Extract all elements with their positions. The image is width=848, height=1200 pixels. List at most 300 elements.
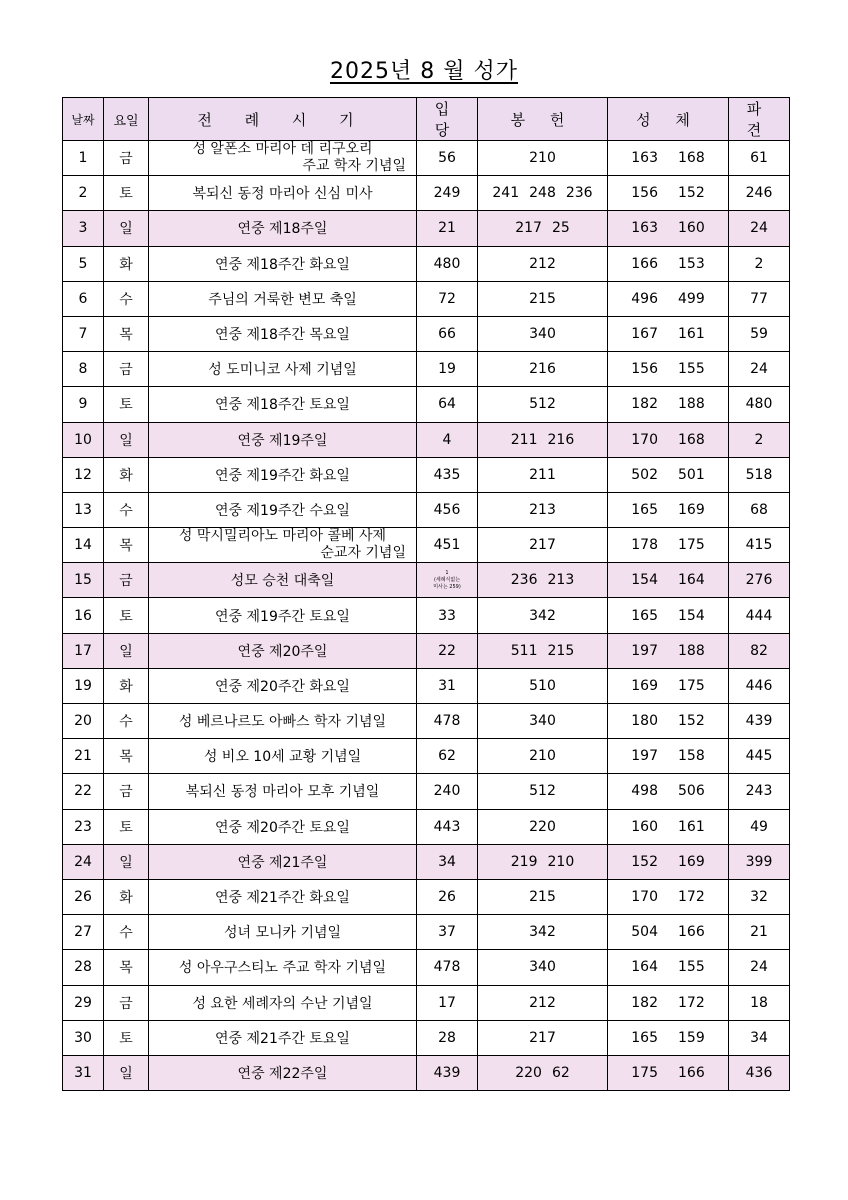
cell-weekday: 목 <box>104 950 149 985</box>
cell-communion <box>608 211 729 246</box>
cell-communion-value: 178 <box>631 537 658 554</box>
cell-communion-values <box>631 361 704 377</box>
cell-communion-value: 152 <box>678 713 705 730</box>
cell-offertory <box>478 352 608 387</box>
cell-entrance: 64 <box>417 387 478 422</box>
cell-offertory-value: 510 <box>529 677 556 694</box>
cell-communion <box>608 563 729 598</box>
cell-communion <box>608 387 729 422</box>
cell-offertory-value: 215 <box>529 889 556 906</box>
header-offertory: 봉 헌 <box>478 98 608 141</box>
cell-weekday: 토 <box>104 1020 149 1055</box>
cell-entrance: 478 <box>417 704 478 739</box>
liturgy-line: 성 알폰소 마리아 데 리구오리 <box>192 141 373 158</box>
table-row <box>63 739 790 774</box>
table-row <box>63 141 790 176</box>
cell-communion-value: 172 <box>678 994 705 1011</box>
cell-offertory-value: 210 <box>547 853 575 870</box>
cell-communion-value: 158 <box>678 748 705 765</box>
cell-date: 23 <box>63 809 104 844</box>
cell-weekday: 목 <box>104 528 149 563</box>
cell-liturgy <box>149 352 417 387</box>
cell-communion-values <box>631 256 704 272</box>
table-row <box>63 844 790 879</box>
header-entrance: 입 당 <box>417 98 478 141</box>
cell-communion <box>608 844 729 879</box>
cell-offertory-value: 217 <box>529 537 556 554</box>
cell-offertory-value: 512 <box>529 783 556 800</box>
cell-liturgy <box>149 844 417 879</box>
cell-offertory-values <box>529 502 556 518</box>
table-row <box>63 879 790 914</box>
table-row <box>63 176 790 211</box>
cell-offertory-values <box>511 854 574 870</box>
table-row <box>63 950 790 985</box>
cell-offertory-value: 219 <box>510 853 538 870</box>
cell-communion-value: 159 <box>678 1029 705 1046</box>
table-row <box>63 633 790 668</box>
liturgy-line: 성녀 모니카 기념일 <box>223 925 342 942</box>
cell-liturgy <box>149 915 417 950</box>
header-weekday: 요일 <box>104 98 149 141</box>
cell-offertory-values <box>529 819 556 835</box>
cell-communion <box>608 352 729 387</box>
entrance-note: 미사는 259) <box>433 583 461 590</box>
cell-recessional: 276 <box>729 563 790 598</box>
cell-communion-value: 175 <box>631 1064 658 1081</box>
cell-recessional: 34 <box>729 1020 790 1055</box>
liturgy-line: 연중 제20주일 <box>237 643 328 660</box>
cell-communion-values <box>631 713 704 729</box>
cell-offertory-value: 62 <box>551 1064 570 1081</box>
cell-communion-value: 166 <box>678 924 705 941</box>
cell-communion-values <box>631 291 704 307</box>
cell-entrance: 478 <box>417 950 478 985</box>
cell-communion-value: 175 <box>678 537 705 554</box>
cell-recessional: 24 <box>729 352 790 387</box>
cell-offertory <box>478 563 608 598</box>
cell-liturgy <box>149 985 417 1020</box>
cell-date: 26 <box>63 879 104 914</box>
cell-communion <box>608 422 729 457</box>
cell-entrance: 17 <box>417 985 478 1020</box>
cell-offertory-values <box>515 220 570 236</box>
liturgy-line: 연중 제18주일 <box>237 221 328 238</box>
cell-communion <box>608 281 729 316</box>
cell-date: 2 <box>63 176 104 211</box>
cell-offertory-value: 212 <box>529 255 556 272</box>
cell-entrance: 66 <box>417 316 478 351</box>
cell-recessional: 18 <box>729 985 790 1020</box>
liturgy-line: 주님의 거룩한 변모 축일 <box>208 291 357 308</box>
cell-date: 5 <box>63 246 104 281</box>
cell-recessional: 446 <box>729 668 790 703</box>
cell-communion-value: 165 <box>631 607 658 624</box>
cell-communion <box>608 246 729 281</box>
cell-entrance: 33 <box>417 598 478 633</box>
cell-weekday: 일 <box>104 422 149 457</box>
cell-liturgy <box>149 492 417 527</box>
cell-recessional: 415 <box>729 528 790 563</box>
cell-date: 30 <box>63 1020 104 1055</box>
cell-offertory <box>478 879 608 914</box>
page-title-text: 2025년 8 월 성가 <box>330 59 518 84</box>
cell-communion <box>608 316 729 351</box>
cell-offertory <box>478 633 608 668</box>
cell-communion-values <box>631 326 704 342</box>
table-row <box>63 915 790 950</box>
liturgy-line: 연중 제19주간 수요일 <box>215 502 350 519</box>
cell-offertory-value: 236 <box>565 185 593 202</box>
cell-communion-value: 160 <box>631 818 658 835</box>
cell-recessional: 24 <box>729 211 790 246</box>
cell-communion <box>608 141 729 176</box>
cell-entrance: 34 <box>417 844 478 879</box>
entrance-value: 1 <box>445 569 449 576</box>
cell-offertory-values <box>492 185 592 201</box>
cell-communion-value: 170 <box>631 889 658 906</box>
cell-offertory <box>478 457 608 492</box>
cell-communion-values <box>631 432 704 448</box>
cell-offertory-values <box>529 995 556 1011</box>
cell-offertory <box>478 316 608 351</box>
cell-communion-value: 168 <box>678 431 705 448</box>
cell-date: 8 <box>63 352 104 387</box>
cell-communion-values <box>631 783 704 799</box>
liturgy-line: 주교 학자 기념일 <box>302 158 406 175</box>
cell-communion-value: 154 <box>631 572 658 589</box>
cell-liturgy <box>149 528 417 563</box>
cell-communion-value: 156 <box>631 361 658 378</box>
cell-communion <box>608 950 729 985</box>
cell-offertory-value: 210 <box>529 150 556 167</box>
cell-entrance: 31 <box>417 668 478 703</box>
cell-communion-values <box>631 959 704 975</box>
cell-recessional: 77 <box>729 281 790 316</box>
cell-liturgy <box>149 422 417 457</box>
table-row <box>63 422 790 457</box>
cell-offertory-values <box>529 678 556 694</box>
cell-communion-values <box>631 995 704 1011</box>
cell-offertory-values <box>529 537 556 553</box>
cell-offertory <box>478 739 608 774</box>
cell-recessional: 24 <box>729 950 790 985</box>
cell-offertory-value: 217 <box>515 220 542 237</box>
cell-communion <box>608 1055 729 1090</box>
cell-offertory-value: 340 <box>529 959 556 976</box>
cell-date: 16 <box>63 598 104 633</box>
cell-offertory-values <box>529 889 556 905</box>
cell-liturgy <box>149 1055 417 1090</box>
cell-recessional: 32 <box>729 879 790 914</box>
cell-entrance <box>417 563 478 598</box>
cell-date: 15 <box>63 563 104 598</box>
header-communion: 성 체 <box>608 98 729 141</box>
liturgy-line: 성 막시밀리아노 마리아 콜베 사제 <box>178 528 387 545</box>
cell-communion-values <box>631 185 704 201</box>
cell-offertory <box>478 1020 608 1055</box>
liturgy-line: 연중 제22주일 <box>237 1065 328 1082</box>
cell-communion-value: 506 <box>678 783 705 800</box>
table-row <box>63 774 790 809</box>
cell-communion <box>608 176 729 211</box>
cell-communion <box>608 492 729 527</box>
cell-offertory-value: 211 <box>529 466 556 483</box>
table-row <box>63 316 790 351</box>
cell-date: 6 <box>63 281 104 316</box>
cell-weekday: 일 <box>104 211 149 246</box>
cell-offertory <box>478 211 608 246</box>
cell-date: 12 <box>63 457 104 492</box>
table-row <box>63 457 790 492</box>
cell-entrance: 435 <box>417 457 478 492</box>
cell-communion-value: 170 <box>631 431 658 448</box>
cell-offertory-value: 25 <box>551 220 570 237</box>
liturgy-line: 연중 제18주간 목요일 <box>215 327 350 344</box>
cell-entrance: 4 <box>417 422 478 457</box>
liturgy-line: 연중 제21주일 <box>237 854 328 871</box>
cell-offertory-values <box>515 1065 570 1081</box>
cell-communion-values <box>631 678 704 694</box>
cell-date: 1 <box>63 141 104 176</box>
cell-offertory-values <box>529 256 556 272</box>
table-row <box>63 528 790 563</box>
cell-weekday: 금 <box>104 352 149 387</box>
cell-offertory <box>478 774 608 809</box>
liturgy-line: 연중 제19주간 토요일 <box>215 608 350 625</box>
cell-offertory-value: 342 <box>529 607 556 624</box>
cell-offertory-value: 220 <box>529 818 556 835</box>
cell-offertory-values <box>529 396 556 412</box>
cell-date: 10 <box>63 422 104 457</box>
cell-communion-value: 169 <box>678 501 705 518</box>
entrance-note: (세례식없는 <box>433 576 461 583</box>
header-recessional: 파 견 <box>729 98 790 141</box>
liturgy-line: 연중 제21주간 화요일 <box>215 890 350 907</box>
cell-communion-value: 161 <box>678 326 705 343</box>
table-row <box>63 492 790 527</box>
cell-communion <box>608 809 729 844</box>
cell-communion <box>608 739 729 774</box>
cell-offertory-values <box>529 783 556 799</box>
cell-offertory-values <box>529 1030 556 1046</box>
cell-date: 3 <box>63 211 104 246</box>
cell-communion-values <box>631 748 704 764</box>
cell-recessional: 246 <box>729 176 790 211</box>
cell-weekday: 금 <box>104 985 149 1020</box>
cell-communion-value: 154 <box>678 607 705 624</box>
cell-offertory-values <box>529 924 556 940</box>
cell-entrance: 443 <box>417 809 478 844</box>
cell-date: 9 <box>63 387 104 422</box>
table-row <box>63 281 790 316</box>
cell-date: 22 <box>63 774 104 809</box>
cell-liturgy <box>149 809 417 844</box>
cell-recessional: 2 <box>729 246 790 281</box>
liturgy-line: 연중 제18주간 토요일 <box>215 397 350 414</box>
cell-communion <box>608 985 729 1020</box>
liturgy-line: 복되신 동정 마리아 신심 미사 <box>192 186 373 203</box>
cell-liturgy <box>149 316 417 351</box>
cell-weekday: 화 <box>104 879 149 914</box>
cell-communion-value: 175 <box>678 677 705 694</box>
cell-communion-value: 499 <box>678 290 705 307</box>
cell-communion-values <box>631 1030 704 1046</box>
liturgy-line: 성 베르나르도 아빠스 학자 기념일 <box>178 714 387 731</box>
cell-communion <box>608 774 729 809</box>
cell-communion-value: 496 <box>631 290 658 307</box>
cell-offertory <box>478 141 608 176</box>
header-row <box>63 98 790 141</box>
cell-entrance: 439 <box>417 1055 478 1090</box>
header-date: 날짜 <box>63 98 104 141</box>
cell-offertory <box>478 422 608 457</box>
cell-liturgy <box>149 774 417 809</box>
cell-weekday: 금 <box>104 563 149 598</box>
cell-offertory <box>478 598 608 633</box>
table-row <box>63 387 790 422</box>
liturgy-line: 연중 제19주간 화요일 <box>215 467 350 484</box>
cell-weekday: 일 <box>104 1055 149 1090</box>
cell-communion <box>608 457 729 492</box>
cell-liturgy <box>149 950 417 985</box>
cell-date: 7 <box>63 316 104 351</box>
liturgy-line: 순교자 기념일 <box>320 545 406 562</box>
cell-entrance: 22 <box>417 633 478 668</box>
cell-offertory-value: 216 <box>529 361 556 378</box>
cell-date: 17 <box>63 633 104 668</box>
cell-recessional: 68 <box>729 492 790 527</box>
cell-communion-value: 155 <box>678 361 705 378</box>
table-row <box>63 985 790 1020</box>
cell-recessional: 21 <box>729 915 790 950</box>
cell-communion <box>608 668 729 703</box>
cell-date: 28 <box>63 950 104 985</box>
cell-offertory-value: 220 <box>515 1064 542 1081</box>
cell-entrance: 28 <box>417 1020 478 1055</box>
cell-communion-value: 172 <box>678 889 705 906</box>
cell-communion-value: 188 <box>678 396 705 413</box>
cell-offertory-value: 342 <box>529 924 556 941</box>
cell-offertory <box>478 668 608 703</box>
cell-date: 24 <box>63 844 104 879</box>
cell-entrance: 62 <box>417 739 478 774</box>
hymn-table <box>62 97 790 1091</box>
cell-liturgy <box>149 211 417 246</box>
cell-date: 13 <box>63 492 104 527</box>
cell-entrance: 26 <box>417 879 478 914</box>
cell-entrance: 19 <box>417 352 478 387</box>
cell-recessional: 445 <box>729 739 790 774</box>
cell-offertory-value: 212 <box>529 994 556 1011</box>
cell-communion-values <box>631 924 704 940</box>
cell-communion-value: 182 <box>631 994 658 1011</box>
cell-weekday: 목 <box>104 739 149 774</box>
cell-communion-values <box>631 220 704 236</box>
cell-weekday: 수 <box>104 281 149 316</box>
cell-offertory-value: 215 <box>547 642 575 659</box>
cell-recessional: 61 <box>729 141 790 176</box>
cell-offertory <box>478 950 608 985</box>
cell-offertory <box>478 281 608 316</box>
cell-offertory-values <box>529 326 556 342</box>
cell-offertory-value: 340 <box>529 326 556 343</box>
cell-offertory <box>478 1055 608 1090</box>
cell-weekday: 토 <box>104 598 149 633</box>
cell-liturgy <box>149 704 417 739</box>
cell-weekday: 화 <box>104 246 149 281</box>
cell-communion-value: 152 <box>678 185 705 202</box>
header-liturgy: 전 례 시 기 <box>149 98 417 141</box>
liturgy-line: 성 요한 세례자의 수난 기념일 <box>192 995 373 1012</box>
cell-communion-values <box>631 502 704 518</box>
cell-offertory <box>478 387 608 422</box>
cell-offertory-values <box>529 361 556 377</box>
cell-date: 29 <box>63 985 104 1020</box>
liturgy-line: 성 아우구스티노 주교 학자 기념일 <box>178 960 387 977</box>
table-row <box>63 246 790 281</box>
cell-offertory-values <box>529 713 556 729</box>
table-row <box>63 598 790 633</box>
cell-communion-value: 502 <box>631 466 658 483</box>
cell-weekday: 수 <box>104 704 149 739</box>
cell-communion-value: 152 <box>631 853 658 870</box>
cell-offertory-value: 213 <box>547 572 575 589</box>
cell-communion-value: 182 <box>631 396 658 413</box>
liturgy-line: 연중 제20주간 토요일 <box>215 819 350 836</box>
cell-offertory <box>478 246 608 281</box>
cell-recessional: 243 <box>729 774 790 809</box>
cell-liturgy <box>149 176 417 211</box>
liturgy-line: 복되신 동정 마리아 모후 기념일 <box>185 784 380 801</box>
liturgy-line: 성 비오 10세 교황 기념일 <box>203 749 362 766</box>
cell-communion-values <box>631 150 704 166</box>
cell-entrance: 456 <box>417 492 478 527</box>
cell-communion-value: 197 <box>631 748 658 765</box>
cell-recessional: 399 <box>729 844 790 879</box>
cell-recessional: 2 <box>729 422 790 457</box>
cell-recessional: 480 <box>729 387 790 422</box>
liturgy-line: 성 도미니코 사제 기념일 <box>208 362 357 379</box>
cell-weekday: 일 <box>104 844 149 879</box>
cell-offertory-value: 210 <box>529 748 556 765</box>
cell-weekday: 목 <box>104 316 149 351</box>
cell-communion-value: 166 <box>631 255 658 272</box>
cell-liturgy <box>149 739 417 774</box>
liturgy-line: 성모 승천 대축일 <box>230 573 335 590</box>
cell-date: 20 <box>63 704 104 739</box>
cell-weekday: 화 <box>104 668 149 703</box>
cell-communion-values <box>631 572 704 588</box>
cell-date: 14 <box>63 528 104 563</box>
cell-communion <box>608 528 729 563</box>
cell-communion-value: 153 <box>678 255 705 272</box>
cell-weekday: 토 <box>104 809 149 844</box>
cell-communion-value: 169 <box>678 853 705 870</box>
cell-offertory <box>478 492 608 527</box>
cell-communion-value: 160 <box>678 220 705 237</box>
cell-recessional: 436 <box>729 1055 790 1090</box>
cell-date: 31 <box>63 1055 104 1090</box>
cell-weekday: 금 <box>104 774 149 809</box>
cell-date: 19 <box>63 668 104 703</box>
cell-liturgy <box>149 668 417 703</box>
liturgy-line: 연중 제20주간 화요일 <box>215 678 350 695</box>
cell-offertory-values <box>529 467 556 483</box>
table-row <box>63 668 790 703</box>
cell-offertory-value: 215 <box>529 290 556 307</box>
table-row <box>63 352 790 387</box>
